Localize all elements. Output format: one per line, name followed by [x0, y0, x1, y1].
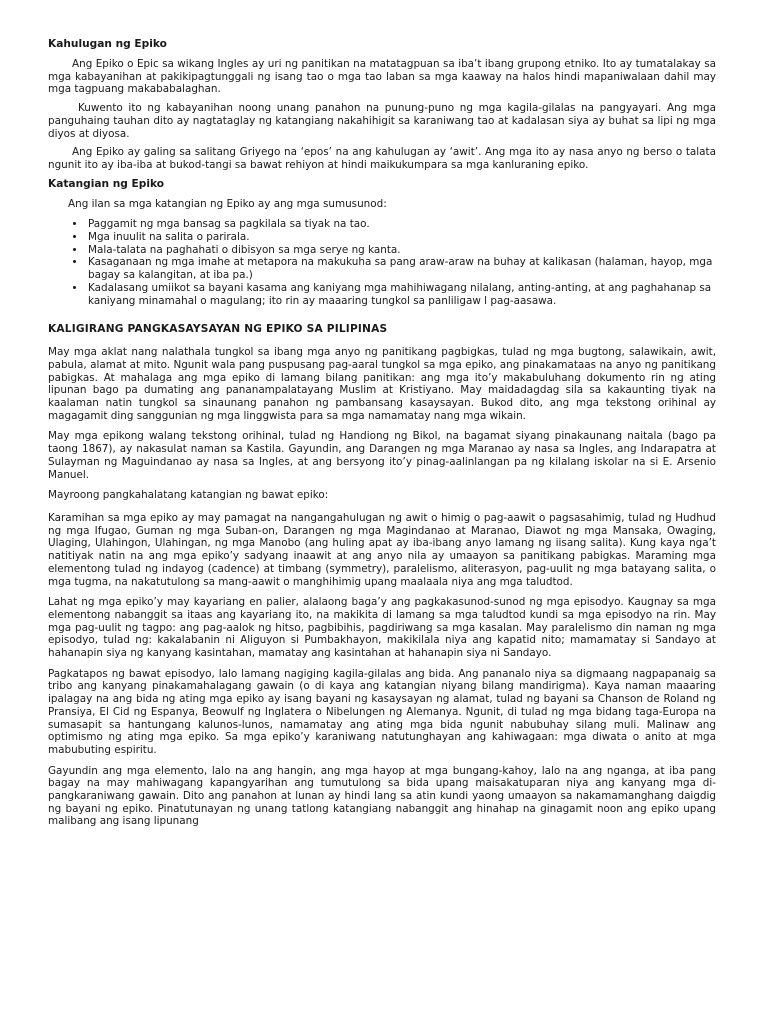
list-item: • Paggamit ng mga bansag sa pagkilala sa tiyak na tao. — [86, 218, 716, 231]
body-paragraph-3: Mayroong pangkahalatang katangian ng bawat epiko: — [48, 489, 329, 502]
list-item: • Mala-talata na paghahati o dibisyon sa mga serye ng kanta. — [86, 244, 716, 257]
list-item: • Kasaganaan ng mga imahe at metapora na makukuha sa pang araw-araw na buhay at kalikasan (halaman, hayop, mga bagay sa kalangitan, at iba pa.) — [86, 256, 716, 281]
body-paragraph-7: Gayundin ang mga elemento, lalo na ang hangin, ang mga hayop at mga bungang-kahoy, lalo na ang nganga, at iba pang bagay na may mahiwagang kapangyarihan ang tumutulong sa bida upang maisakatuparan niya ang kanyang mga di-pangkaraniwang gawain. Dito ang panahon at lunan ay hindi lang sa atin kundi yaong umaayon sa nakamamanghang daigdig ng bayani ng epiko. Pinatutunayan ng unang tatlong katangiang nabanggit ang hinahap na ginagamit noon ang epiko upang malibang ang isang lipunang — [48, 764, 716, 828]
list-item: • Kadalasang umiikot sa bayani kasama ang kaniyang mga mahihiwagang nilalang, anting-anting, at ang paghahanap sa kaniyang minamahal o magulang; ito rin ay maaaring tungkol sa panliligaw l pag-aasawa. — [86, 282, 716, 307]
features-intro: Ang ilan sa mga katangian ng Epiko ay ang mga sumusunod: — [68, 197, 387, 210]
heading-kahulugan: Kahulugan ng Epiko — [48, 38, 167, 50]
list-item: • Mga inuulit na salita o parirala. — [86, 231, 716, 244]
body-paragraph-1: May mga aklat nang nalathala tungkol sa ibang mga anyo ng panitikang pagbigkas, tulad ng mga bugtong, salawikain, awit, pabula, alamat at mito. Ngunit wala pang puspusang pag-aaral tungkol sa mga epiko, ang pinakamataas na anyo ng panitikang pabigkas. At mahalaga ang mga epiko di lamang bilang panitikan: ang mga ito’y makabuluhang dokumento rin ng ating lipunan bago pa dumating ang pananampalatayang Muslim at Kristiyano. May maidadagdag sila sa kakaunting tiyak na kaalaman natin tungkol sa sinaunang panahon ng pambansang kasaysayan. Bukod dito, ang mga tekstong orihinal ay magagamit ding sanggunian ng mga linggwista para sa mga namamatay nang mga wikain. — [48, 346, 716, 422]
paragraph-3: Ang Epiko ay galing sa salitang Griyego na ‘epos’ na ang kahulugan ay ‘awit’. Ang mga ito ay nasa anyo ng berso o talata ngunit ito ay iba-iba at bukod-tangi sa bawat rehiyon at hindi maikukumpara sa mga kanluraning epiko. — [48, 146, 716, 171]
body-paragraph-4: Karamihan sa mga epiko ay may pamagat na nangangahulugan ng awit o himig o pag-aawit o pagsasahimig, tulad ng Hudhud ng mga Ifugao, Guman ng mga Suban-on, Darangen ng mga Magindanao at Maranao, Diawot ng mga Mansaka, Owaging, Ulaging, Ulahingon, Ulahingan, ng mga Manobo (ang huling apat ay iba-ibang anyo lamang ng iisang salita). Kung kaya nga’t natitiyak natin na ang mga epiko’y sadyang inaawit at ang anyo nila ay umaayon sa panitikang pabigkas. Maraming mga elementong tulad ng indayog (cadence) at timbang (symmetry), paralelismo, aliterasyon, pag-uulit ng mga batayang salita, o mga tugma, na nakatutulong sa mang-aawit o manghihimig upang maalaala niya ang mga taludtod. — [48, 511, 716, 588]
paragraph-2: Kuwento ito ng kabayanihan noong unang panahon na punung-puno ng mga kagila-gilalas na pangyayari. Ang mga panguhaing tauhan dito ay nagtataglay ng katangiang nakahihigit sa karaniwang tao at kadalasan siya ay buhat sa lipi ng mga diyos at diyosa. — [48, 102, 716, 140]
body-paragraph-5: Lahat ng mga epiko’y may kayariang en palier, alalaong baga’y ang pagkakasunod-sunod ng mga episodyo. Kaugnay sa mga elementong nabanggit sa itaas ang kayariang ito, na makikita di lamang sa mga taludtod kundi sa mga episodyo na rin. May mga pag-uulit ng tagpo: ang pag-aalok ng hitso, pagbibihis, pagdiriwang sa mga kasalan. May paralelismo din naman ng mga episodyo, tulad ng: kakalabanin ni Aliguyon si Pumbakhayon, makikilala niya ang kapatid nito; mamamatay si Sandayo at hahanapin siya ng kanyang kasintahan, mamatay ang kasintahan at hahanapin siya ni Sandayo. — [48, 596, 716, 660]
paragraph-1: Ang Epiko o Epic sa wikang Ingles ay uri ng panitikan na matatagpuan sa iba’t ibang grupong etniko. Ito ay tumatalakay sa mga kabayanihan at pakikipagtunggali ng isang tao o mga tao laban sa mga kaaway na halos hindi mapaniwalaan dahil may mga tagpuang makababalaghan. — [48, 58, 716, 96]
body-paragraph-2: May mga epikong walang tekstong orihinal, tulad ng Handiong ng Bikol, na bagamat siyang pinakaunang naitala (bago pa taong 1867), ay nakasulat naman sa Kastila. Gayundin, ang Darangen ng mga Maranao ay nasa sa Ingles, ang Indarapatra at Sulayman ng Maguindanao ay nasa sa Ingles, at ang bersyong ito’y pinag-aalinlangan pa ng kilalang iskolar na si E. Arsenio Manuel. — [48, 430, 716, 481]
heading-katangian: Katangian ng Epiko — [48, 177, 165, 190]
features-list — [48, 218, 716, 307]
heading-kaligirang-pangkasaysayan: KALIGIRANG PANGKASAYSAYAN NG EPIKO SA PILIPINAS — [48, 323, 388, 336]
body-paragraph-6: Pagkatapos ng bawat episodyo, lalo lamang nagiging kagila-gilalas ang bida. Ang pananalo niya sa digmaang nagpapanaig sa tribo ang kanyang pinakamahalagang gawain (o di kaya ang katangian niyang bilang mandirigma). Kaya naman maaaring ipalagay na ang bida ng ating mga epiko ay isang bayani ng kasaysayan ng alamat, tulad ng bayani sa Chanson de Roland ng Pransiya, El Cid ng Espanya, Beowulf ng Inglatera o Nibelungen ng Alemanya. Ngunit, di tulad ng mga bidang taga-Europa na sumasapit sa hantungang kalunos-lunos, namamatay ang ating mga bida ngunit nabubuhay silang muli. Malinaw ang optimismo ng ating mga epiko. Sa mga epiko’y karaniwang natutunghayan ang kahiwagaan: mga diwata o anito at mga mabubuting espiritu. — [48, 667, 716, 756]
